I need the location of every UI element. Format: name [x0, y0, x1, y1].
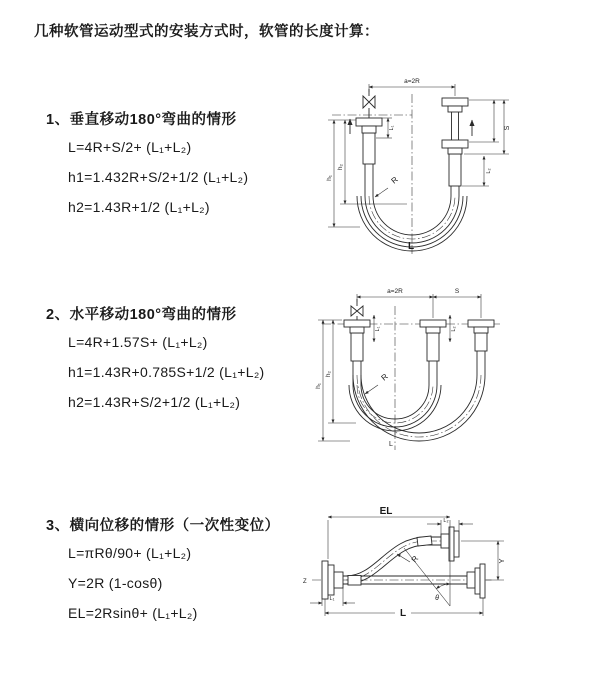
el-label: EL [379, 506, 393, 517]
fitting-label-l1: L₁ [389, 125, 395, 131]
y-label: Y [497, 558, 506, 564]
valve-icon [351, 299, 363, 320]
section-heading: 1、垂直移动180°弯曲的情形 [46, 112, 237, 128]
dim-label-h1: h₁ [315, 383, 322, 389]
formula-line: h1=1.432R+S/2+1/2 (L₁+L₂) [68, 169, 249, 185]
dim-label-s: S [454, 288, 460, 295]
section-vertical-movement [46, 108, 321, 216]
valve-icon [363, 89, 375, 118]
dim-label-h2: h₂ [325, 370, 332, 378]
formula-line: L=4R+1.57S+ (L₁+L₂) [68, 334, 208, 350]
hose-assembly [349, 351, 485, 441]
flange-fittings [322, 527, 485, 599]
dim-label-h2: h₂ [337, 163, 344, 171]
flange-fittings [344, 320, 494, 333]
fitting-label-l1: L₁ [375, 326, 381, 332]
length-label: L [399, 608, 407, 619]
radius-label: R [409, 554, 421, 565]
formula-line: h2=1.43R+S/2+1/2 (L₁+L₂) [68, 394, 241, 410]
braid-sections [351, 333, 487, 361]
fitting-label-l2: L₂ [451, 326, 457, 332]
section-heading: 3、横向位移的情形（一次性变位） [46, 518, 280, 534]
formula-line: L=πRθ/90+ (L₁+L₂) [68, 545, 192, 561]
diagram-lateral-displacement [298, 503, 600, 645]
radius-label: R [389, 174, 400, 186]
theta-label: θ [435, 595, 439, 602]
diagram-horizontal-180-bend-svg [310, 282, 600, 467]
fitting-label-l1: L₁ [329, 596, 335, 602]
length-label: L [389, 441, 393, 448]
formula-line: EL=2Rsinθ+ (L₁+L₂) [68, 605, 198, 621]
dim-label-a2r: a=2R [387, 288, 403, 295]
dimension-annotations [326, 78, 511, 252]
length-label: L [408, 241, 415, 252]
formula-line: L=4R+S/2+ (L₁+L₂) [68, 139, 192, 155]
axis-mark-label: Z [303, 579, 307, 585]
formula-line: h1=1.43R+0.785S+1/2 (L₁+L₂) [68, 364, 265, 380]
dim-label-a2r: a=2R [404, 78, 420, 85]
hose-assembly [346, 536, 441, 585]
fitting-label-l2: L₂ [486, 168, 492, 174]
fitting-label-l2: L₂ [443, 518, 449, 524]
dimension-annotations [310, 506, 506, 619]
section-lateral-displacement [46, 514, 321, 622]
section-heading: 2、水平移动180°弯曲的情形 [46, 307, 237, 323]
page-title: 几种软管运动型式的安装方式时，软管的长度计算： [34, 24, 379, 40]
dim-label-h1: h₁ [326, 175, 333, 181]
dimension-annotations [315, 288, 481, 448]
formula-line: Y=2R (1-cosθ) [68, 575, 163, 591]
section-horizontal-movement [46, 303, 321, 411]
diagram-vertical-180-bend-svg [312, 72, 600, 262]
diagram-vertical-180-bend [312, 72, 600, 262]
dim-label-s: S [504, 125, 511, 131]
radius-label: R [379, 371, 390, 383]
diagram-lateral-displacement-svg [298, 503, 600, 645]
formula-line: h2=1.43R+1/2 (L₁+L₂) [68, 199, 210, 215]
diagram-horizontal-180-bend [310, 282, 600, 467]
